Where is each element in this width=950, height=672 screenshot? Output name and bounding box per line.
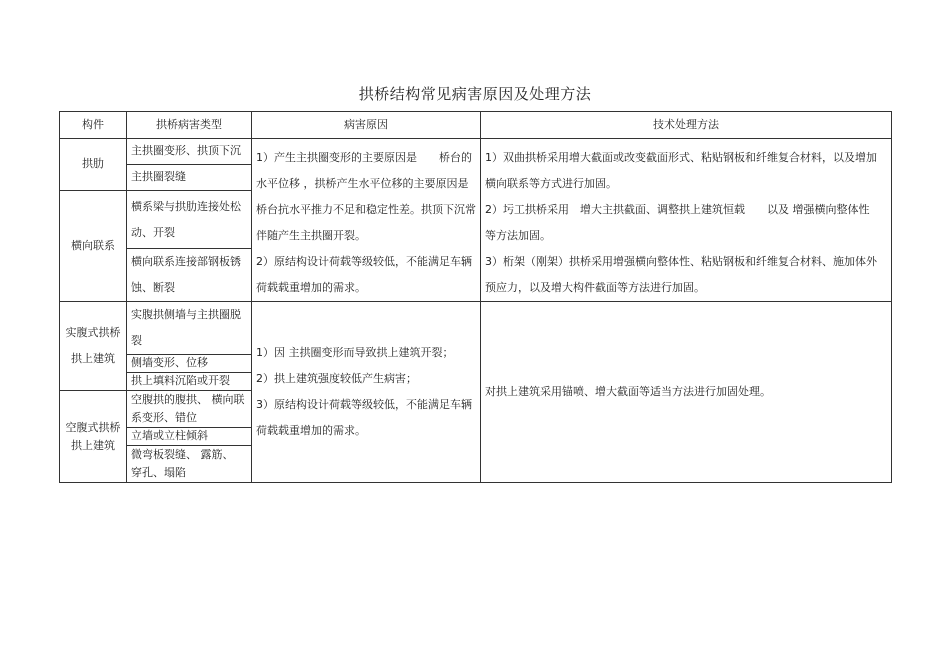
defect-type-cell: 拱上填料沉陷或开裂 [127, 373, 252, 391]
header-component: 构件 [60, 112, 127, 139]
component-cell: 拱肋 [60, 139, 127, 191]
defect-type-cell: 主拱圈裂缝 [127, 165, 252, 191]
method-cell: 对拱上建筑采用锚喷、增大截面等适当方法进行加固处理。 [481, 302, 892, 483]
method-item: 2）圬工拱桥采用 增大主拱截面、调整拱上建筑恒载 以及 增强横向整体性 等方法加固。 [485, 203, 881, 242]
header-cause: 病害原因 [252, 112, 481, 139]
cause-cell [252, 139, 481, 302]
cause-item: 3）原结构设计荷载等级较低，不能满足车辆荷载载重增加的需求。 [256, 398, 472, 437]
defect-type-cell: 横系梁与拱肋连接处松动、开裂 [127, 191, 252, 249]
defect-type-cell: 横向联系连接部钢板锈蚀、断裂 [127, 249, 252, 302]
component-cell: 实腹式拱桥拱上建筑 [60, 302, 127, 391]
defect-type-cell: 立墙或立柱倾斜 [127, 428, 252, 446]
defect-type-cell: 主拱圈变形、拱顶下沉 [127, 139, 252, 165]
table-row [60, 139, 892, 165]
cause-item: 1）产生主拱圈变形的主要原因是 桥台的水平位移 ，拱桥产生水平位移的主要原因是桥台抗水平推力不足和稳定性差。拱顶下沉常伴随产生主拱圈开裂。 [256, 151, 476, 242]
defect-type-cell: 空腹拱的腹拱、 横向联系变形、错位 [127, 391, 252, 428]
defect-type-cell: 实腹拱侧墙与主拱圈脱裂 [127, 302, 252, 355]
component-cell: 空腹式拱桥拱上建筑 [60, 391, 127, 483]
cause-cell [252, 302, 481, 483]
method-item: 1）双曲拱桥采用增大截面或改变截面形式、粘贴钢板和纤维复合材料，以及增加横向联系等方式进行加固。 [485, 151, 877, 190]
document-title: 拱桥结构常见病害原因及处理方法 [358, 85, 592, 103]
cause-item: 2）拱上建筑强度较低产生病害； [256, 372, 417, 385]
defects-table [59, 111, 892, 483]
method-cell [481, 139, 892, 302]
table-header-row [60, 112, 892, 139]
table-row [60, 302, 892, 355]
defect-type-cell: 侧墙变形、位移 [127, 355, 252, 373]
header-defect-type: 拱桥病害类型 [127, 112, 252, 139]
method-item: 3）桁架（刚架）拱桥采用增强横向整体性、粘贴钢板和纤维复合材料、施加体外预应力，以及增大构件截面等方法进行加固。 [485, 255, 877, 294]
component-cell: 横向联系 [60, 191, 127, 302]
cause-item: 1）因 主拱圈变形而导致拱上建筑开裂； [256, 346, 454, 359]
header-method: 技术处理方法 [481, 112, 892, 139]
defect-type-cell: 微弯板裂缝、 露筋、 穿孔、塌陷 [127, 446, 252, 483]
cause-item: 2）原结构设计荷载等级较低，不能满足车辆荷载载重增加的需求。 [256, 255, 472, 294]
